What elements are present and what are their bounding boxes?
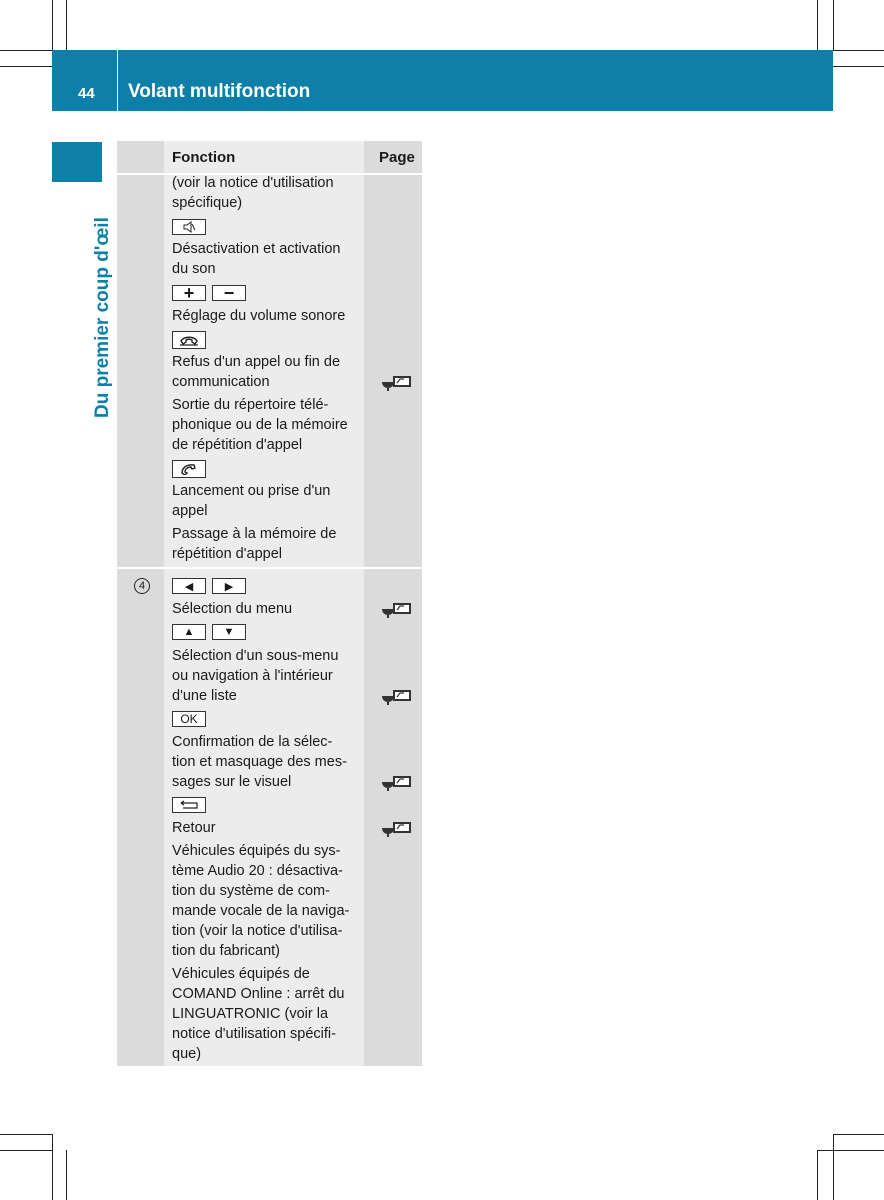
header-separator — [117, 50, 118, 111]
row4-text: tion et masquage des mes- — [172, 754, 347, 770]
hang-up-key-icon — [172, 331, 206, 349]
row4-text: LINGUATRONIC (voir la — [172, 1006, 329, 1022]
row4-text: sages sur le visuel — [172, 774, 292, 790]
row4-text: que) — [172, 1046, 202, 1062]
row4-text: Retour — [172, 820, 216, 836]
row3-text: appel — [172, 503, 208, 519]
row3-text: Réglage du volume sonore — [172, 308, 346, 324]
row4-text: Sélection du menu — [172, 601, 293, 617]
steering-display-icon — [380, 374, 412, 392]
row3-text: Refus d'un appel ou fin de — [172, 354, 341, 370]
left-arrow-key-icon: ◀ — [172, 578, 206, 594]
steering-display-icon — [380, 774, 412, 792]
right-arrow-key-icon: ▶ — [212, 578, 246, 594]
row3-text: Désactivation et activation — [172, 241, 341, 257]
steering-display-icon — [380, 601, 412, 619]
page-title: Volant multifonction — [128, 81, 311, 102]
row3-text: spécifique) — [172, 195, 243, 211]
row3-text: de répétition d'appel — [172, 437, 303, 453]
section-tab — [52, 142, 102, 182]
header-cell-number — [117, 141, 164, 173]
row3-number-cell — [117, 175, 164, 567]
row4-text: Confirmation de la sélec- — [172, 734, 333, 750]
row3-text: répétition d'appel — [172, 546, 282, 562]
volume-minus-key-icon: − — [212, 285, 246, 301]
up-arrow-key-icon: ▲ — [172, 624, 206, 640]
row3-text: communication — [172, 374, 270, 390]
volume-plus-key-icon: + — [172, 285, 206, 301]
row4-text: ou navigation à l'intérieur — [172, 668, 333, 684]
row4-text: mande vocale de la naviga- — [172, 903, 350, 919]
row4-text: Véhicules équipés du sys- — [172, 843, 341, 859]
column-header-page: Page — [379, 149, 415, 166]
row4-text: tion du système de com- — [172, 883, 330, 899]
row3-page-cell — [364, 175, 422, 567]
row4-text: COMAND Online : arrêt du — [172, 986, 345, 1002]
crop-mark — [66, 1150, 67, 1200]
row3-text: du son — [172, 261, 216, 277]
row3-text: Lancement ou prise d'un — [172, 483, 331, 499]
row4-text: tion (voir la notice d'utilisa- — [172, 923, 343, 939]
row3-text: (voir la notice d'utilisation — [172, 175, 334, 191]
row4-page-cell — [364, 569, 422, 1066]
crop-mark — [66, 0, 67, 50]
section-label: Du premier coup d'œil — [92, 217, 113, 418]
row4-text: tion du fabricant) — [172, 943, 281, 959]
crop-mark — [52, 0, 53, 50]
down-arrow-key-icon: ▼ — [212, 624, 246, 640]
row4-text: d'une liste — [172, 688, 237, 704]
row4-text: tème Audio 20 : désactiva- — [172, 863, 343, 879]
row4-text: Véhicules équipés de — [172, 966, 310, 982]
crop-mark — [833, 50, 884, 51]
steering-display-icon — [380, 688, 412, 706]
crop-mark — [833, 1134, 834, 1200]
row3-text: Sortie du répertoire télé- — [172, 397, 329, 413]
row4-text: Sélection d'un sous-menu — [172, 648, 339, 664]
mute-key-icon — [172, 219, 206, 235]
crop-mark — [817, 0, 818, 50]
call-key-icon — [172, 460, 206, 478]
crop-mark — [52, 1134, 53, 1200]
crop-mark — [0, 66, 52, 67]
crop-mark — [0, 1150, 52, 1151]
crop-mark — [833, 66, 884, 67]
crop-mark — [817, 1150, 884, 1151]
steering-display-icon — [380, 820, 412, 838]
column-header-function: Fonction — [172, 149, 236, 166]
crop-mark — [833, 1134, 884, 1135]
row3-text: Passage à la mémoire de — [172, 526, 337, 542]
row4-text: notice d'utilisation spécifi- — [172, 1026, 336, 1042]
row4-number-cell — [117, 569, 164, 1066]
crop-mark — [0, 1134, 52, 1135]
row-number-badge: 4 — [134, 578, 150, 594]
crop-mark — [0, 50, 52, 51]
back-key-icon — [172, 797, 206, 813]
page-number: 44 — [78, 85, 95, 102]
row3-text: phonique ou de la mémoire — [172, 417, 348, 433]
ok-key: OK — [172, 711, 206, 727]
crop-mark — [833, 0, 834, 50]
crop-mark — [817, 1150, 818, 1200]
